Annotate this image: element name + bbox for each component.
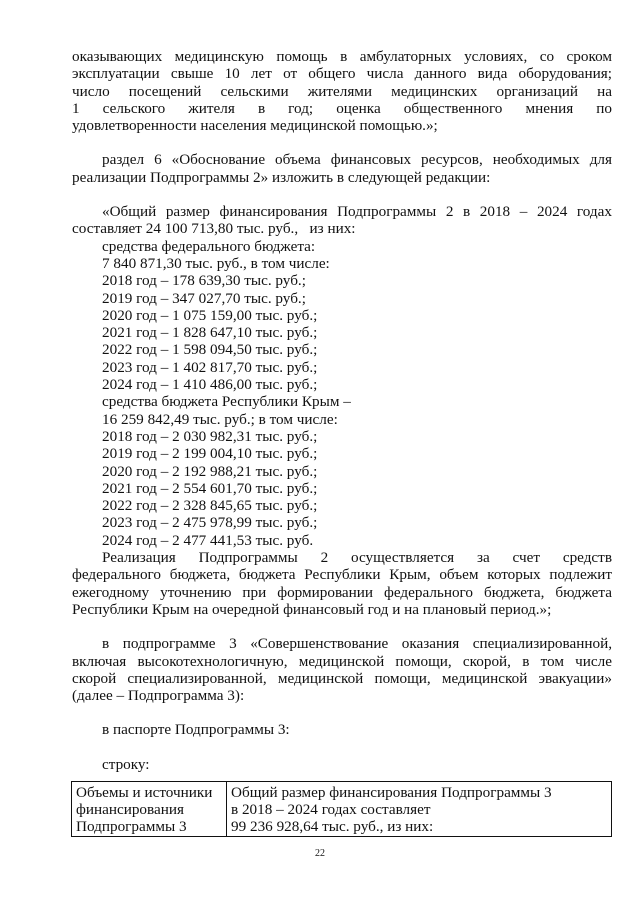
text-line: «Общий размер финансирования Подпрограммы 2 в 2018 – 2024 годах — [102, 203, 612, 221]
list-item: 2021 год – 1 828 647,10 тыс. руб.; — [102, 324, 318, 342]
list-item: 16 259 842,49 тыс. руб.; в том числе: — [102, 410, 338, 428]
funding-list — [72, 238, 612, 549]
cell-line: Объемы и источники — [76, 784, 213, 801]
text-line: федерального бюджета, бюджета Республики Крым, объем которых подлежит — [72, 566, 612, 584]
text-line: (далее – Подпрограмма 3): — [72, 687, 245, 705]
text-line: включая высокотехнологичную, медицинской помощи, скорой, в том числе — [72, 652, 612, 670]
body-text — [72, 48, 612, 773]
cell-line: в 2018 – 2024 годах составляет — [231, 801, 431, 818]
list-item: 2023 год – 2 475 978,99 тыс. руб.; — [102, 514, 318, 532]
table-cell-label — [72, 782, 227, 837]
list-item: 2020 год – 2 192 988,21 тыс. руб.; — [102, 462, 318, 480]
text-line: оказывающих медицинскую помощь в амбулаторных условиях, со сроком — [72, 48, 612, 65]
text-line: реализации Подпрограммы 2» изложить в следующей редакции: — [72, 168, 491, 186]
list-item: 2022 год – 1 598 094,50 тыс. руб.; — [102, 341, 318, 359]
text-line: Реализация Подпрограммы 2 осуществляется за счет средств — [102, 549, 612, 567]
table-cell-value — [227, 782, 612, 837]
list-item: средства федерального бюджета: — [102, 237, 316, 255]
text-line: составляет 24 100 713,80 тыс. руб., из них: — [72, 220, 356, 238]
text-line: ежегодному уточнению при формировании федерального бюджета, бюджета — [72, 583, 612, 601]
text-line: число посещений сельскими жителями медицинских организаций на — [72, 82, 612, 100]
list-item: 2018 год – 2 030 982,31 тыс. руб.; — [102, 427, 318, 445]
list-item: средства бюджета Республики Крым – — [102, 393, 351, 411]
list-item: 2019 год – 2 199 004,10 тыс. руб.; — [102, 445, 318, 463]
text-line: 1 сельского жителя в год; оценка общественного мнения по — [72, 99, 612, 117]
text-line: скорой специализированной, медицинской помощи, медицинской эвакуации» — [72, 669, 612, 687]
text-line: удовлетворенности населения медицинской помощью.»; — [72, 117, 438, 135]
list-item: 2021 год – 2 554 601,70 тыс. руб.; — [102, 479, 318, 497]
cell-line: финансирования — [76, 801, 184, 818]
text-line: раздел 6 «Обоснование объема финансовых ресурсов, необходимых для — [102, 151, 612, 169]
list-item: 2019 год – 347 027,70 тыс. руб.; — [102, 289, 306, 307]
page-number: 22 — [315, 848, 325, 859]
text-line: Республики Крым на очередной финансовый год и на плановый период.»; — [72, 600, 552, 618]
list-item: 2024 год – 1 410 486,00 тыс. руб.; — [102, 376, 318, 394]
text-line: в паспорте Подпрограммы 3: — [102, 721, 290, 739]
list-item: 2024 год – 2 477 441,53 тыс. руб. — [102, 531, 314, 549]
list-item: 2023 год – 1 402 817,70 тыс. руб.; — [102, 358, 318, 376]
cell-line: Общий размер финансирования Подпрограммы 3 — [231, 784, 552, 801]
text-line: в подпрограмме 3 «Совершенствование оказания специализированной, — [102, 635, 612, 653]
list-item: 2018 год – 178 639,30 тыс. руб.; — [102, 272, 306, 290]
cell-line: Подпрограммы 3 — [76, 818, 187, 835]
table-row — [72, 782, 612, 837]
funding-table — [71, 781, 612, 837]
list-item: 7 840 871,30 тыс. руб., в том числе: — [102, 254, 330, 272]
text-line: строку: — [102, 755, 150, 773]
list-item: 2022 год – 2 328 845,65 тыс. руб.; — [102, 497, 318, 515]
list-item: 2020 год – 1 075 159,00 тыс. руб.; — [102, 306, 318, 324]
text-line: эксплуатации свыше 10 лет от общего числа данного вида оборудования; — [72, 65, 612, 83]
cell-line: 99 236 928,64 тыс. руб., из них: — [231, 818, 434, 835]
